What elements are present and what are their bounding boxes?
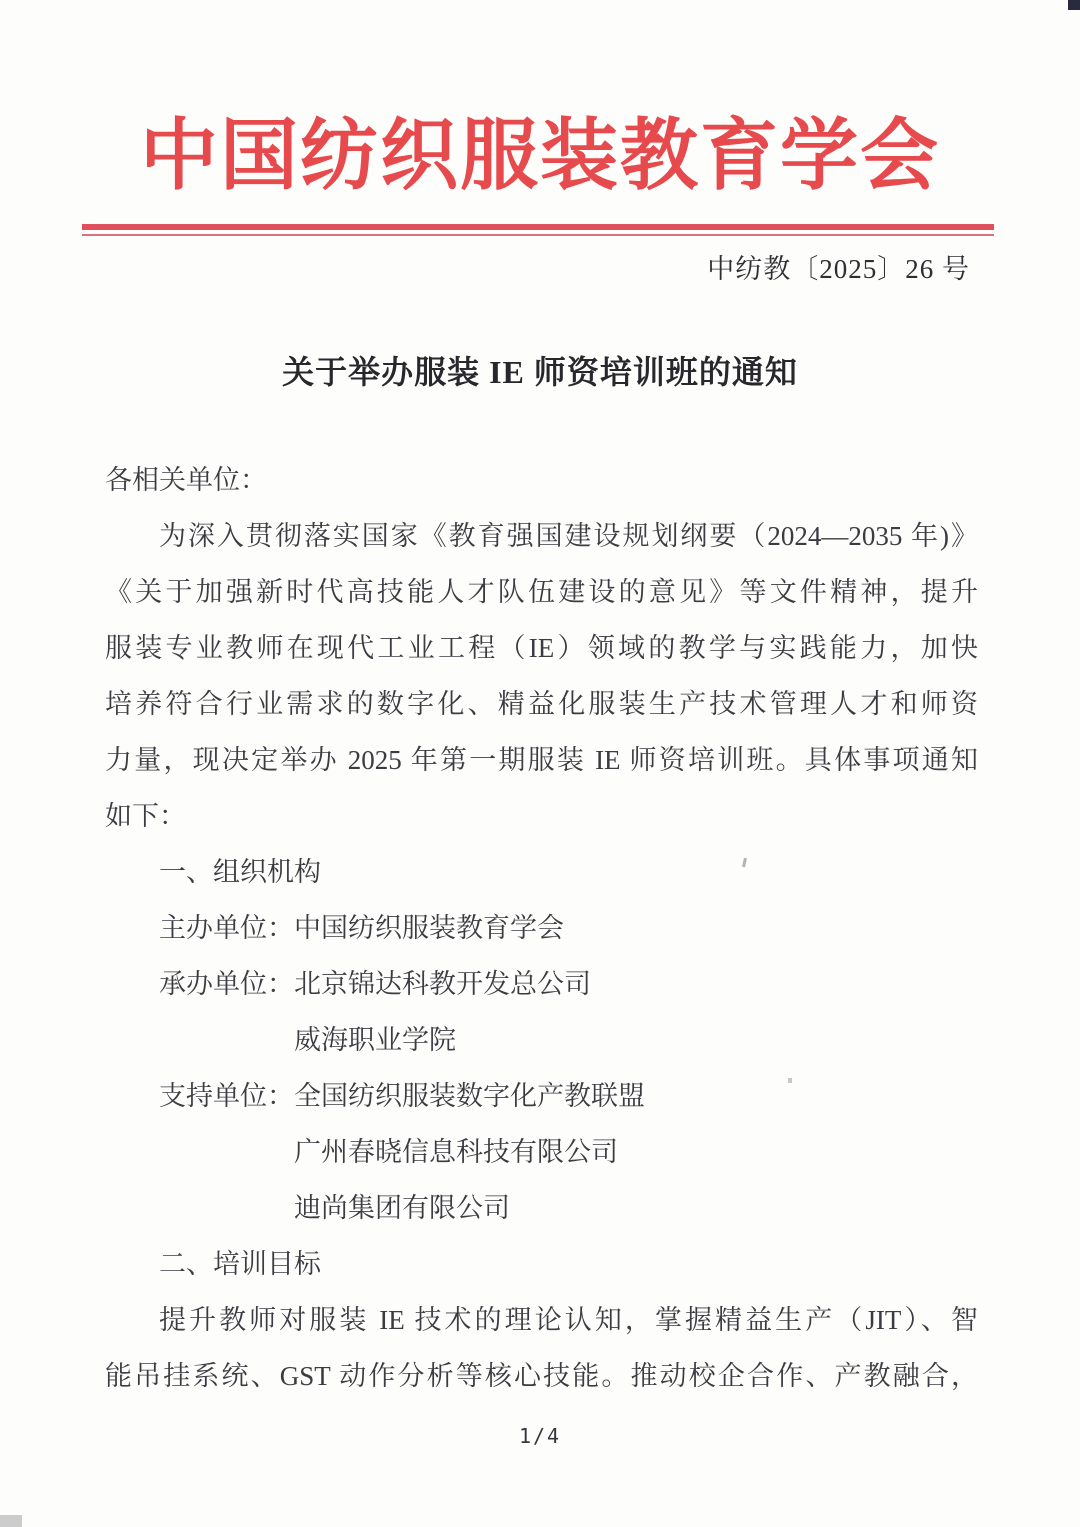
body-line: 各相关单位： <box>105 465 267 495</box>
red-divider-thick-line <box>82 224 994 230</box>
body-line: 能吊挂系统、GST 动作分析等核心技能。推动校企合作、产教融合， <box>105 1361 978 1391</box>
body-line: 如下： <box>105 801 186 831</box>
body-line: 提升教师对服装 IE 技术的理论认知，掌握精益生产（JIT）、智 <box>159 1305 978 1335</box>
body-line: 为深入贯彻落实国家《教育强国建设规划纲要（2024—2035 年)》 <box>159 521 978 551</box>
red-divider <box>82 224 994 236</box>
body-line: 支持单位：全国纺织服装数字化产教联盟 <box>159 1081 645 1111</box>
body-line: 一、组织机构 <box>159 857 321 887</box>
scan-artifact-bottom-left <box>0 1515 22 1527</box>
scan-artifact-top-right <box>1068 0 1080 10</box>
document-body <box>105 452 978 1404</box>
doc-number: 中纺教〔2025〕26 号 <box>707 254 970 284</box>
body-line: 《关于加强新时代高技能人才队伍建设的意见》等文件精神，提升 <box>105 577 978 607</box>
body-line: 迪尚集团有限公司 <box>294 1193 510 1223</box>
body-line: 广州春晓信息科技有限公司 <box>294 1137 618 1167</box>
body-line: 承办单位：北京锦达科教开发总公司 <box>159 969 591 999</box>
body-line: 培养符合行业需求的数字化、精益化服装生产技术管理人才和师资 <box>105 689 978 719</box>
body-line: 威海职业学院 <box>294 1025 456 1055</box>
body-line: 力量，现决定举办 2025 年第一期服装 IE 师资培训班。具体事项通知 <box>105 745 978 775</box>
org-title: 中国纺织服装教育学会 <box>139 112 940 199</box>
notice-title: 关于举办服装 IE 师资培训班的通知 <box>282 354 798 390</box>
body-line: 主办单位：中国纺织服装教育学会 <box>159 913 564 943</box>
body-line: 服装专业教师在现代工业工程（IE）领域的教学与实践能力，加快 <box>105 633 978 663</box>
page-number: 1/4 <box>518 1424 562 1448</box>
body-line: 二、培训目标 <box>159 1249 321 1279</box>
red-divider-thin-line <box>82 234 994 236</box>
